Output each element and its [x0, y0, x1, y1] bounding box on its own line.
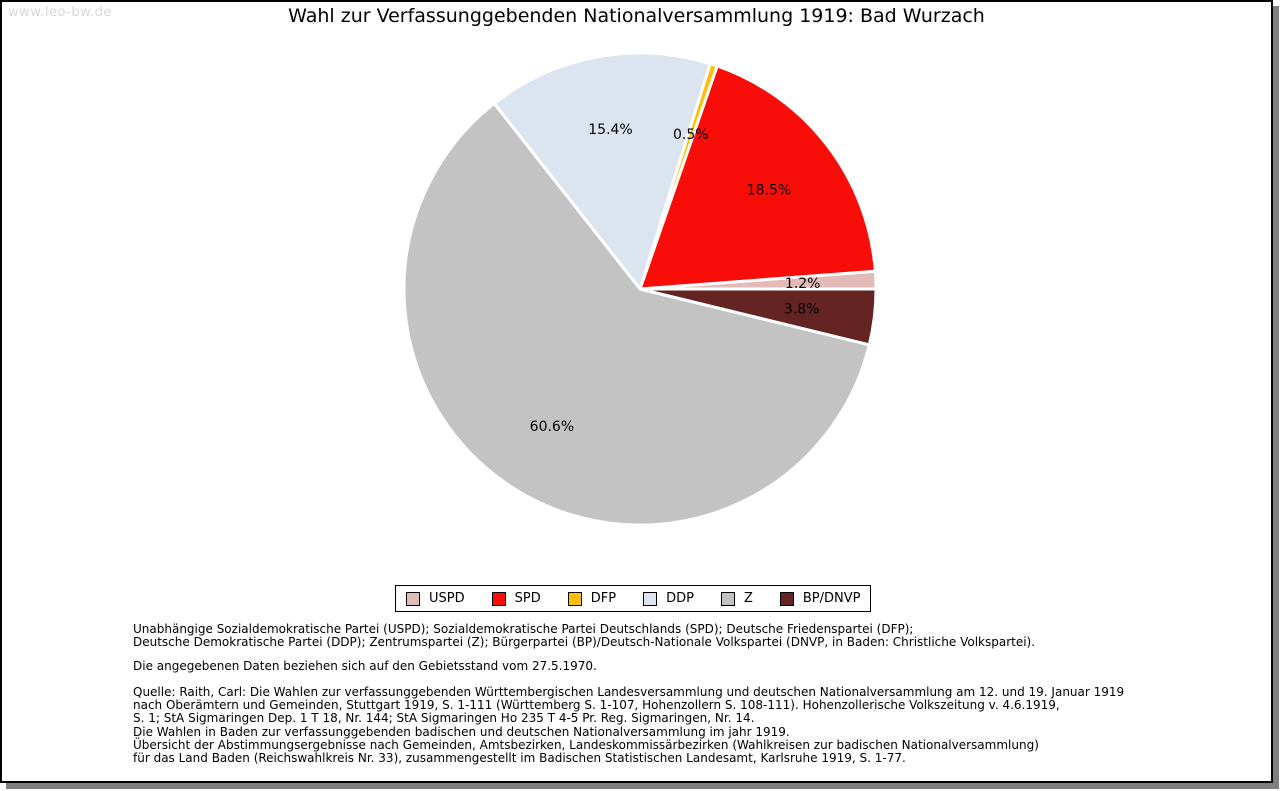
- footer-line: nach Oberämtern und Gemeinden, Stuttgart 1919, S. 1-111 (Württemberg S. 1-107, Hohenzollern S. 108-111). Hohenzollerische Volkszeitung v. 4.6.1919,: [133, 698, 1060, 713]
- legend-item-ddp: [643, 591, 694, 606]
- footer-line: Deutsche Demokratische Partei (DDP); Zentrumspartei (Z); Bürgerpartei (BP)/Deutsch-Nationale Volkspartei (DNVP, in Baden: Christliche Volkspartei).: [133, 635, 1036, 650]
- footer-line: Die Wahlen in Baden zur verfassunggebenden badischen und deutschen Nationalversammlung im jahr 1919.: [133, 724, 790, 739]
- pie-percent-label: 18.5%: [746, 182, 792, 199]
- page-title: Wahl zur Verfassunggebenden Nationalversammlung 1919: Bad Wurzach: [288, 5, 985, 27]
- footer-line: Quelle: Raith, Carl: Die Wahlen zur verfassunggebenden Württembergischen Landesversammlung und deutschen Nationalversammlung am 12. und 19. Januar 1919: [133, 684, 1125, 699]
- pie-percent-label: 15.4%: [588, 121, 633, 138]
- legend-item-spd: [492, 591, 541, 606]
- legend-item-dfp: [568, 591, 616, 606]
- legend-label: DDP: [666, 591, 694, 606]
- pie-percent-label: 60.6%: [529, 418, 575, 435]
- legend-label: USPD: [429, 591, 465, 606]
- legend-item-bp-dnvp: [780, 591, 861, 606]
- footer-notes: [133, 623, 1124, 766]
- legend-label: SPD: [514, 591, 541, 606]
- legend-swatch-bp-dnvp: [780, 592, 794, 606]
- footer-line: Die angegebenen Daten beziehen sich auf den Gebietsstand vom 27.5.1970.: [133, 658, 597, 673]
- pie-chart: [400, 49, 880, 529]
- footer-line: Übersicht der Abstimmungsergebnisse nach Gemeinden, Amtsbezirken, Landeskommissärbezirken (Wahlkreisen zur badischen Nationalversammlung): [133, 738, 1039, 753]
- watermark: www.leo-bw.de: [8, 5, 112, 20]
- legend-item-z: [721, 591, 753, 606]
- footer-quelle: [133, 686, 1124, 766]
- legend-swatch-ddp: [643, 592, 657, 606]
- legend-swatch-uspd: [406, 592, 420, 606]
- footer-line: für das Land Baden (Reichswahlkreis Nr. 33), zusammengestellt im Badischen Statistischen Landesamt, Karlsruhe 1919, S. 1-77.: [133, 751, 906, 766]
- pie-percent-label: 3.8%: [783, 301, 820, 318]
- pie-percent-label: 1.2%: [784, 275, 821, 292]
- footer-gebietsstand: [133, 660, 1124, 673]
- legend-swatch-spd: [492, 592, 506, 606]
- legend-item-uspd: [406, 591, 465, 606]
- legend-label: BP/DNVP: [802, 591, 861, 606]
- pie-percent-label: 0.5%: [673, 127, 709, 144]
- footer-line: Unabhängige Sozialdemokratische Partei (USPD); Sozialdemokratische Partei Deutschlands (SPD); Deutsche Friedenspartei (DFP);: [133, 622, 914, 636]
- legend-swatch-dfp: [568, 592, 582, 606]
- footer-abbreviations: [133, 623, 1124, 650]
- legend-label: DFP: [590, 591, 617, 606]
- footer-line: S. 1; StA Sigmaringen Dep. 1 T 18, Nr. 144; StA Sigmaringen Ho 235 T 4-5 Pr. Reg. Sigmaringen, Nr. 14.: [133, 711, 755, 726]
- legend-label: Z: [743, 591, 753, 606]
- legend: [395, 585, 871, 612]
- legend-swatch-z: [721, 592, 735, 606]
